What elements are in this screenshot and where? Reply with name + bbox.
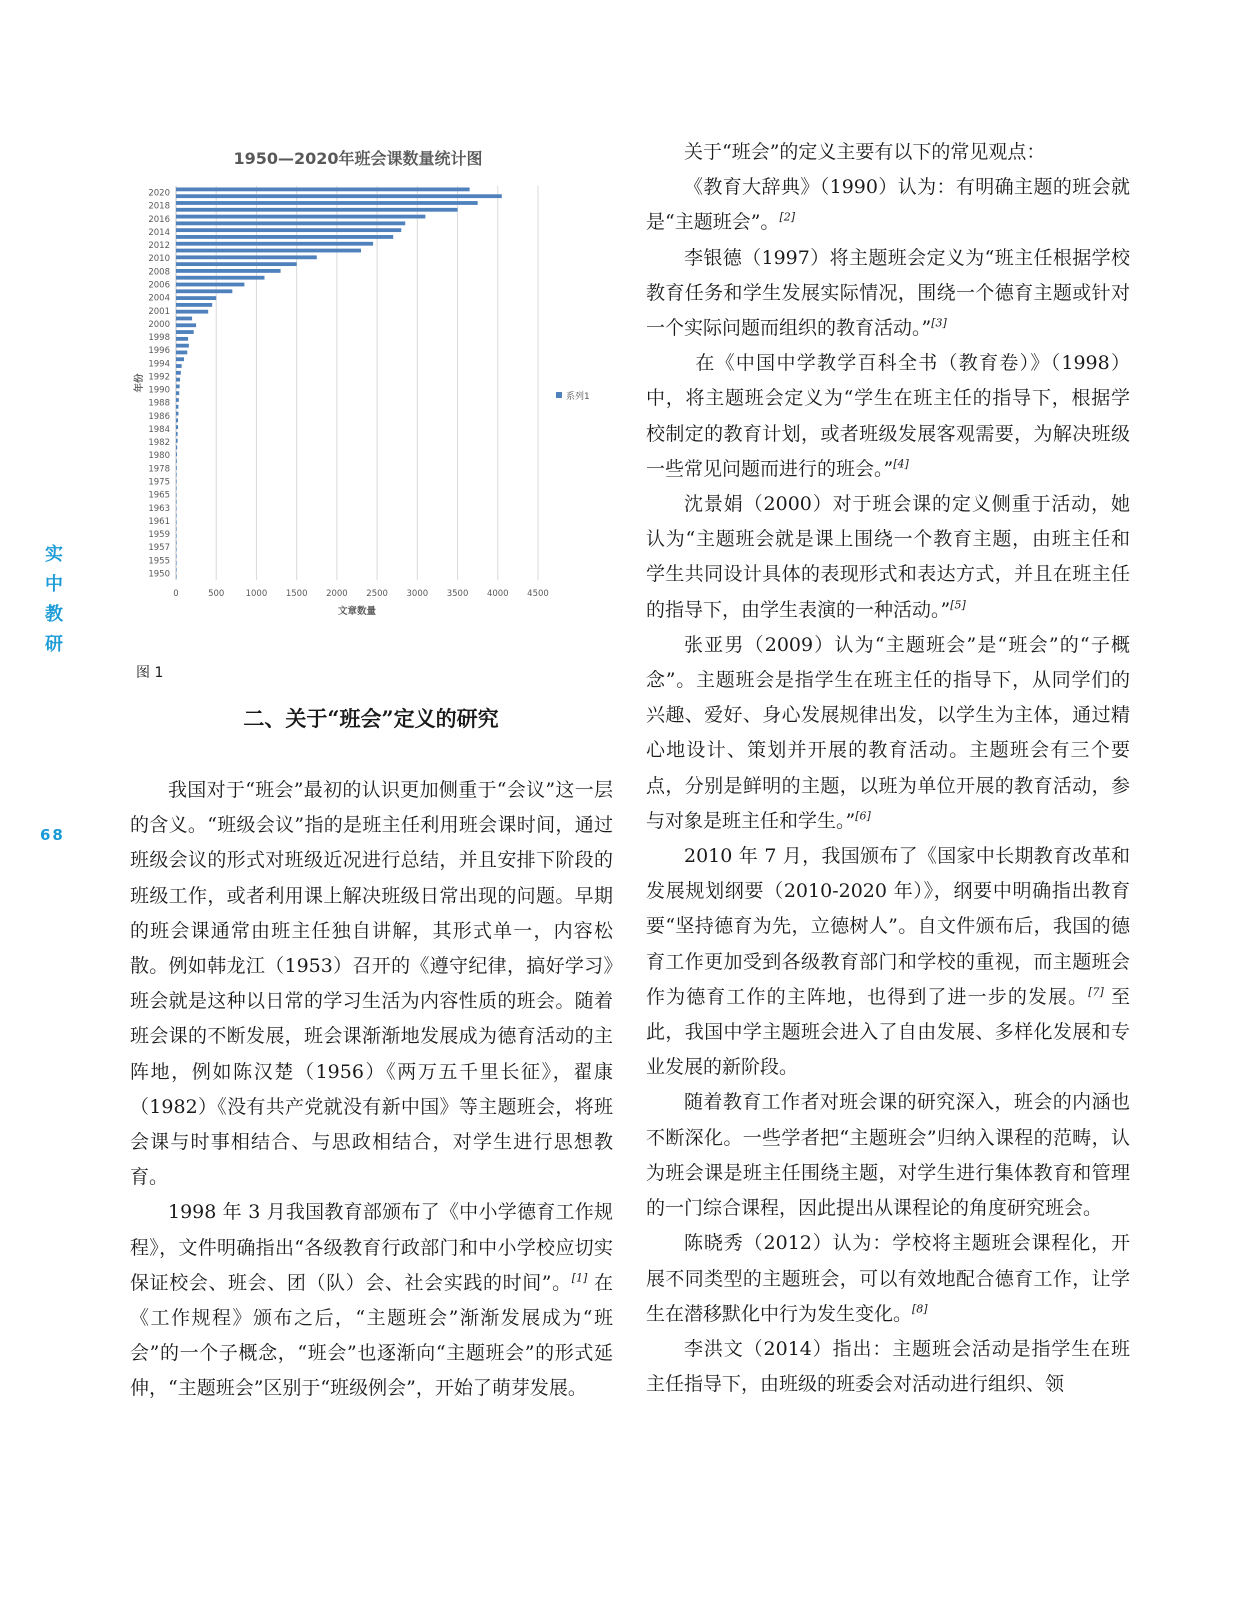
bar (176, 473, 177, 477)
y-tick-label: 1984 (148, 424, 170, 435)
bar (176, 418, 178, 422)
bar (176, 391, 179, 395)
bar (176, 384, 180, 388)
x-tick-label: 0 (173, 589, 179, 599)
paragraph-text: 沈景娟（2000）对于班会课的定义侧重于活动，她认为“主题班会就是课上围绕一个教育主题，由班主任和学生共同设计具体的表现形式和表达方式，并且在班主任的指导下，由学生表演的一种活动。” (646, 493, 1130, 621)
citation-ref: [7] (1088, 985, 1104, 999)
bar (176, 208, 458, 212)
paragraph (646, 628, 1130, 839)
y-tick-label: 1957 (148, 543, 170, 554)
chart-title: 1950—2020年班会课数量统计图 (233, 149, 483, 168)
y-tick-label: 1996 (148, 346, 170, 357)
citation-ref: [6] (855, 809, 871, 823)
paragraph-text: 陈晓秀（2012）认为：学校将主题班会课程化，开展不同类型的主题班会，可以有效地配合德育工作，让学生在潜移默化中行为发生变化。 (646, 1232, 1130, 1325)
y-axis-label: 年份 (134, 373, 145, 393)
bar (176, 500, 177, 504)
bar (176, 412, 178, 416)
bar (176, 432, 178, 436)
bar (176, 534, 177, 538)
bar (176, 310, 208, 314)
paragraph: 关于“班会”的定义主要有以下的常见观点： (684, 141, 1046, 163)
y-tick-label: 1963 (148, 503, 170, 514)
bar (176, 575, 177, 579)
x-axis-label: 文章数量 (337, 606, 377, 617)
y-tick-label: 2014 (148, 227, 170, 238)
bar (176, 249, 361, 253)
y-tick-label: 2008 (148, 267, 170, 278)
y-tick-label: 2006 (148, 280, 170, 291)
legend-label: 系列1 (566, 392, 590, 402)
y-tick-label: 1955 (148, 556, 170, 567)
y-tick-label: 1965 (148, 490, 170, 501)
bar (176, 493, 177, 497)
bar (176, 486, 177, 490)
x-tick-label: 1000 (245, 589, 268, 599)
paragraph-text: 《教育大辞典》（1990）认为：有明确主题的班会就是“主题班会”。 (646, 176, 1130, 234)
bar-chart (128, 140, 618, 640)
paragraph: 李洪文（2014）指出：主题班会活动是指学生在班主任指导下，由班级的班委会对活动进行组织、领 (646, 1337, 1130, 1396)
bar (176, 439, 178, 443)
paragraph-text: 李银德（1997）将主题班会定义为“班主任根据学校教育任务和学生发展实际情况，围绕一个德育主题或针对一个实际问题而组织的教育活动。” (646, 246, 1130, 340)
figure-1 (128, 140, 618, 640)
bar (176, 405, 178, 409)
paragraph (646, 1226, 1130, 1332)
journal-char: 中 (45, 574, 63, 595)
y-tick-label: 1980 (148, 451, 170, 462)
y-tick-label: 1988 (148, 398, 170, 409)
figure-caption: 图 1 (136, 665, 164, 681)
bar (176, 194, 502, 198)
y-tick-label: 1992 (148, 372, 170, 383)
journal-name-vertical (44, 540, 64, 660)
bar (176, 425, 178, 429)
paragraph-text: 至此，我国中学主题班会进入了自由发展、多样化发展和专业发展的新阶段。 (646, 985, 1130, 1079)
bar (176, 459, 177, 463)
y-tick-label: 1990 (148, 385, 170, 396)
citation-ref: [1] (571, 1271, 588, 1285)
y-tick-label: 1986 (148, 411, 170, 422)
bar (176, 262, 297, 266)
x-tick-label: 4000 (486, 589, 509, 599)
paragraph (646, 346, 1130, 487)
y-tick-label: 2018 (148, 201, 170, 212)
paragraph-text: 2010 年 7 月，我国颁布了《国家中长期教育改革和发展规划纲要（2010-2020 年）》，纲要中明确指出教育要“坚持德育为先，立德树人”。自文件颁布后，我国的德育工作更加受到各级教育部门和学校的重视，而主题班会作为德育工作的主阵地，也得到了进一步的发展。 (646, 845, 1130, 1008)
y-tick-label: 2010 (148, 254, 170, 265)
bar (176, 296, 216, 300)
y-tick-label: 2001 (148, 306, 170, 317)
section-heading: 二、关于“班会”定义的研究 (243, 706, 499, 731)
paragraph (646, 170, 1130, 240)
x-tick-label: 3500 (446, 589, 469, 599)
paragraph (646, 241, 1130, 347)
bar (176, 371, 181, 375)
bar (176, 317, 192, 321)
paragraph (130, 1195, 613, 1406)
legend-swatch (556, 392, 562, 398)
journal-char: 教 (45, 604, 63, 625)
bar (176, 303, 212, 307)
y-tick-label: 1975 (148, 477, 170, 488)
right-column (646, 135, 1130, 1402)
bar (176, 568, 177, 572)
page-number: 68 (40, 826, 65, 844)
y-tick-label: 2000 (148, 319, 170, 330)
bar (176, 242, 373, 246)
bar (176, 323, 196, 327)
bar (176, 398, 179, 402)
bar (176, 446, 177, 450)
bar (176, 228, 401, 232)
x-tick-label: 2500 (366, 589, 388, 599)
y-tick-label: 2016 (148, 214, 170, 225)
paragraph-text: 1998 年 3 月我国教育部颁布了《中小学德育工作规程》，文件明确指出“各级教育行政部门和中小学校应切实保证校会、班会、团（队）会、社会实践的时间”。 (130, 1201, 613, 1294)
x-tick-label: 2000 (326, 589, 348, 599)
x-tick-label: 500 (208, 589, 225, 599)
y-tick-label: 1998 (148, 333, 170, 344)
bar (176, 344, 189, 348)
bar (176, 283, 244, 287)
bar (176, 554, 177, 558)
bar (176, 561, 177, 565)
bar (176, 276, 264, 280)
bar (176, 269, 281, 273)
citation-ref: [3] (931, 316, 947, 330)
y-tick-label: 1961 (148, 516, 170, 527)
bar (176, 507, 177, 511)
paragraph-text: 在《中国中学教学百科全书（教育卷）》（1998）中，将主题班会定义为“学生在班主任的指导下，根据学校制定的教育计划，或者班级发展客观需要，为解决班级一些常见问题而进行的班会。” (646, 352, 1130, 480)
bar (176, 289, 232, 293)
paragraph: 随着教育工作者对班会课的研究深入，班会的内涵也不断深化。一些学者把“主题班会”归纳入课程的范畴，认为班会课是班主任围绕主题，对学生进行集体教育和管理的一门综合课程，因此提出从课程论的角度研究班会。 (646, 1091, 1130, 1220)
bar (176, 527, 177, 531)
bar (176, 187, 470, 191)
paragraph: 我国对于“班会”最初的认识更加侧重于“会议”这一层的含义。“班级会议”指的是班主任利用班会课时间，通过班级会议的形式对班级近况进行总结，并且安排下阶段的班级工作，或者利用课上解决班级日常出现的问题。早期的班会课通常由班主任独自讲解，其形式单一，内容松散。例如韩龙江（1953）召开的《遵守纪律，搞好学习》班会就是这种以日常的学习生活为内容性质的班会。随着班会课的不断发展，班会课渐渐地发展成为德育活动的主阵地，例如陈汉楚（1956）《两万五千里长征》，翟康（1982）《没有共产党就没有新中国》等主题班会，将班会课与时事相结合、与思政相结合，对学生进行思想教育。 (130, 779, 613, 1189)
y-tick-label: 1982 (148, 438, 170, 449)
y-tick-label: 2004 (148, 293, 170, 304)
citation-ref: [8] (912, 1302, 928, 1316)
y-tick-label: 1950 (148, 569, 170, 580)
y-tick-label: 2020 (148, 188, 170, 199)
journal-char: 实 (45, 544, 63, 565)
left-column (130, 773, 613, 1407)
x-tick-label: 4500 (527, 589, 549, 599)
paragraph-text: 张亚男（2009）认为“主题班会”是“班会”的“子概念”。主题班会是指学生在班主任的指导下，从同学们的兴趣、爱好、身心发展规律出发，以学生为主体，通过精心地设计、策划并开展的教育活动。主题班会有三个要点，分别是鲜明的主题，以班为单位开展的教育活动，参与对象是班主任和学生。” (646, 633, 1130, 832)
bar (176, 364, 182, 368)
bar (176, 351, 187, 355)
paragraph (646, 487, 1130, 628)
bar (176, 215, 425, 219)
y-tick-label: 1978 (148, 464, 170, 475)
bar (176, 201, 478, 205)
bar (176, 221, 405, 225)
y-tick-label: 2012 (148, 241, 170, 252)
bar (176, 520, 177, 524)
bar (176, 357, 184, 361)
paragraph-text: 在《工作规程》颁布之后，“主题班会”渐渐发展成为“班会”的一个子概念，“班会”也逐渐向“主题班会”的形式延伸，“主题班会”区别于“班级例会”，开始了萌芽发展。 (130, 1271, 613, 1400)
paragraph (646, 839, 1130, 1085)
citation-ref: [5] (950, 598, 966, 612)
x-tick-label: 3000 (406, 589, 429, 599)
citation-ref: [4] (893, 457, 909, 471)
x-tick-label: 1500 (285, 589, 308, 599)
citation-ref: [2] (779, 211, 796, 225)
bar (176, 330, 194, 334)
bar (176, 452, 177, 456)
bar (176, 378, 180, 382)
journal-char: 研 (45, 634, 63, 655)
bar (176, 480, 177, 484)
y-tick-label: 1994 (148, 359, 170, 370)
bar (176, 337, 188, 341)
bar (176, 548, 177, 552)
bar (176, 255, 317, 259)
bar (176, 235, 393, 239)
bar (176, 514, 177, 518)
y-tick-label: 1959 (148, 530, 170, 541)
bar (176, 466, 177, 470)
bar (176, 541, 177, 545)
